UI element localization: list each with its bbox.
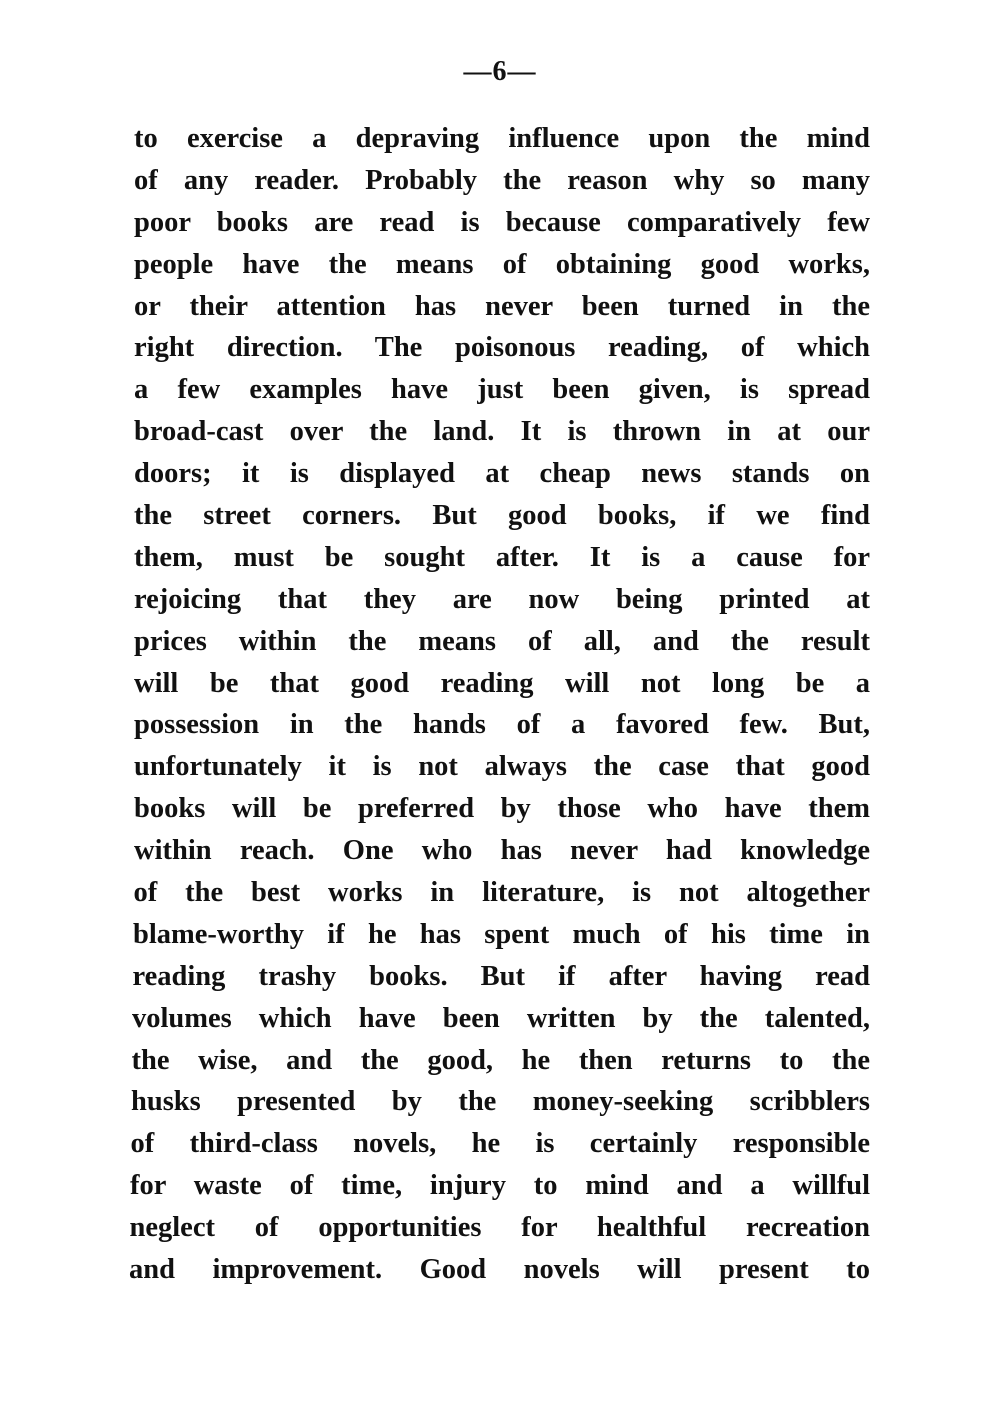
text-line: of the best works in literature, is not altogether xyxy=(133,877,870,909)
text-line: them, must be sought after. It is a cause for xyxy=(134,541,870,573)
text-line: and improvement. Good novels will present to xyxy=(129,1254,870,1286)
text-line: reading trashy books. But if after having read xyxy=(132,960,870,992)
text-line: doors; it is displayed at cheap news stands on xyxy=(134,458,870,490)
text-line: possession in the hands of a favored few. But, xyxy=(134,709,870,741)
text-line: unfortunately it is not always the case that good xyxy=(134,751,870,783)
text-line: the wise, and the good, he then returns to the xyxy=(131,1044,870,1076)
text-line: right direction. The poisonous reading, of which xyxy=(134,332,870,364)
text-line: rejoicing that they are now being printed at xyxy=(134,583,870,615)
text-line: people have the means of obtaining good works, xyxy=(134,248,870,280)
text-line: or their attention has never been turned in the xyxy=(134,290,870,322)
text-line: will be that good reading will not long be a xyxy=(134,667,870,699)
page-number: —6— xyxy=(463,56,537,87)
text-line: of any reader. Probably the reason why so many xyxy=(134,164,870,196)
text-line: neglect of opportunities for healthful recreation xyxy=(129,1212,870,1244)
text-line: blame-worthy if he has spent much of his time in xyxy=(133,918,870,950)
text-line: a few examples have just been given, is spread xyxy=(134,374,870,406)
body-text xyxy=(129,118,870,1291)
text-line: of third-class novels, he is certainly responsible xyxy=(130,1128,870,1160)
text-line: books will be preferred by those who have them xyxy=(134,793,870,825)
text-line: prices within the means of all, and the result xyxy=(134,625,870,657)
text-line: the street corners. But good books, if we find xyxy=(134,500,870,532)
text-line: volumes which have been written by the talented, xyxy=(132,1002,870,1034)
text-line: to exercise a depraving influence upon the mind xyxy=(134,123,870,154)
text-line: poor books are read is because comparatively few xyxy=(134,206,870,238)
text-line: for waste of time, injury to mind and a willful xyxy=(130,1170,870,1202)
text-line: within reach. One who has never had knowledge xyxy=(134,835,870,867)
text-line: broad-cast over the land. It is thrown in at our xyxy=(134,416,870,448)
text-line: husks presented by the money-seeking scribblers xyxy=(131,1086,870,1118)
